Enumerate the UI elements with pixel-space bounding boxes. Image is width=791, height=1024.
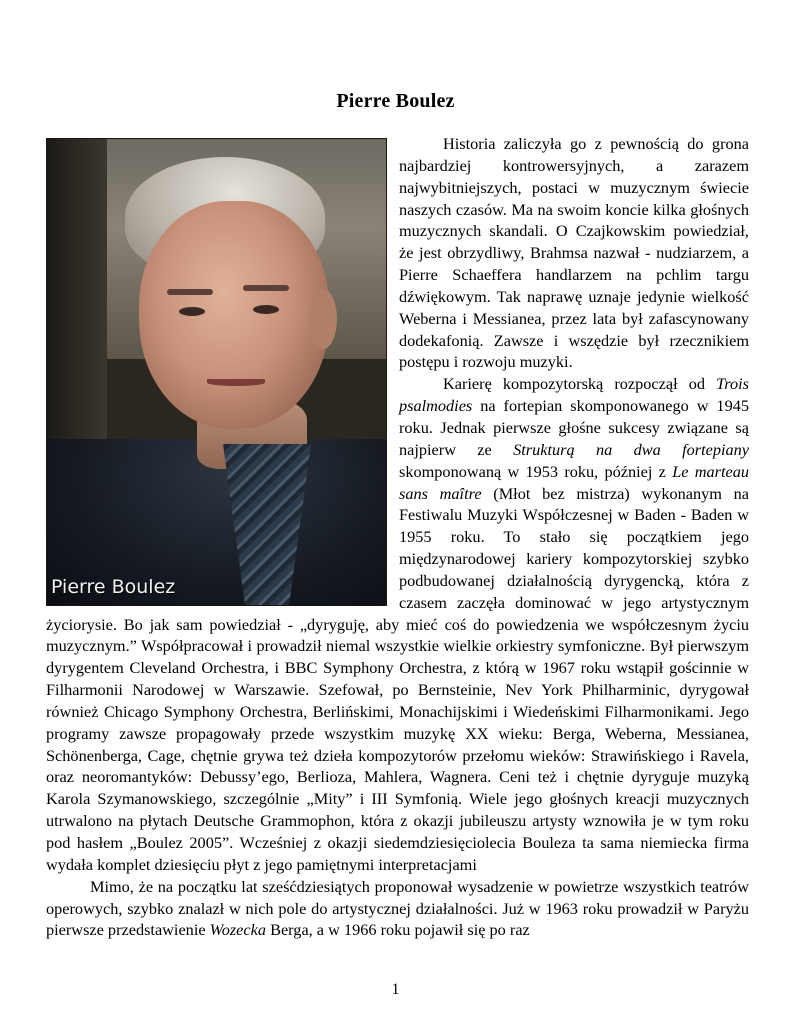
- work-title-wozzeck: Wozecka: [209, 920, 267, 940]
- paragraph-2-text-4: (Młot bez mistrza) wykonanym na Festiwalu Muzyki Współczesnej w Baden - Baden w 1955 roku. To stało się początkiem jego międzynarodowej kariery kompozytorskiej szybko podbudowanej działalnością dyrygencką, która z czasem zaczęła dominować w jego artystycznym życiorysie. Bo jak sam powiedział - „dyryguję, aby mieć coś do powiedzenia we współczesnym życiu muzycznym.” Współpracował i prowadził niemal wszystkie wielkie orkiestry symfoniczne. Był pierwszym dyrygentem Cleveland Orchestra, i BBC Symphony Orchestra, z którą w 1967 roku wstąpił gościnnie w Filharmonii Narodowej w Warszawie. Szefował, po Bernsteinie, Nev York Philharminic, dyrygował również Chicago Symphony Orchestra, Berlińskimi, Monachijskimi i Wiedeńskimi Filharmonikami. Jego programy zawsze propagowały przede wszystkim muzykę XX wieku: Berga, Weberna, Messianea, Schönenberga, Cage, chętnie grywa też dzieła kompozytorów przełomu wieków: Strawińskiego i Ravela, oraz neoromantyków: Debussy’ego, Berlioza, Mahlera, Wagnera. Ceni też i chętnie dyryguje muzyką Karola Szymanowskiego, szczególnie „Mity” i III Symfonią. Wiele jego głośnych kreacji muzycznych utrwalono na płytach Deutsche Grammophon, która z okazji jubileuszu artysty wznowiła je w tym roku pod hasłem „Boulez 2005”. Wcześniej z okazji siedemdziesięciolecia Bouleza ta sama niemiecka firma wydała komplet dziesięciu płyt z jego pamiętnymi interpretacjami: [46, 483, 750, 874]
- left-brow: [167, 289, 213, 295]
- ear: [309, 289, 337, 349]
- article-body: [46, 133, 749, 941]
- work-title-le-marteau: Le marteau sans maître: [399, 461, 750, 503]
- work-title-struktura: Strukturą na dwa fortepiany: [513, 439, 749, 459]
- paragraph-3-text-2: Berga, a w 1966 roku pojawił się po raz: [266, 920, 530, 940]
- face: [139, 201, 329, 429]
- right-brow: [243, 285, 289, 291]
- paragraph-2-text-2: na fortepian skomponowanego w 1945 roku. Jednak pierwsze głośne sukcesy związane są najpierw ze: [399, 396, 749, 459]
- page-number: 1: [391, 981, 400, 998]
- paragraph-3-text-1: Mimo, że na początku lat sześćdziesiątych proponował wysadzenie w powietrze wszystkich teatrów operowych, szybko znalazł w nich pole do artystycznej działalności. Już w 1963 roku prowadził w Paryżu pierwsze przedstawienie: [46, 876, 749, 940]
- paragraph-1: Historia zaliczyła go z pewnością do grona najbardziej kontrowersyjnych, a zarazem najwybitniejszych, postaci w muzycznym świecie naszych czasów. Ma na swoim koncie kilka głośnych muzycznych skandali. O Czajkowskim powiedział, że jest obrzydliwy, Brahmsa nazwał - nudziarzem, a Pierre Schaeffera handlarzem na pchlim targu dźwiękowym. Tak naprawę uznaje jedynie wielkość Weberna i Messianea, przez lata był zafascynowany dodekafonią. Zawsze i wszędzie był rzecznikiem postępu i rozwoju muzyki.: [399, 134, 749, 372]
- paragraph-2-text-3: skomponowaną w 1953 roku, później z: [399, 461, 673, 481]
- left-eye: [179, 307, 205, 316]
- page-title: Pierre Boulez: [336, 90, 455, 112]
- portrait-photo: [46, 138, 387, 606]
- photo-caption: Pierre Boulez: [51, 576, 176, 599]
- right-eye: [253, 305, 279, 314]
- work-title-trois-psalmodies: Trois psalmodies: [399, 374, 749, 416]
- paragraph-2-text-1: Karierę kompozytorską rozpoczął od: [443, 374, 717, 394]
- mouth: [207, 379, 265, 386]
- paragraph-3: [46, 876, 749, 942]
